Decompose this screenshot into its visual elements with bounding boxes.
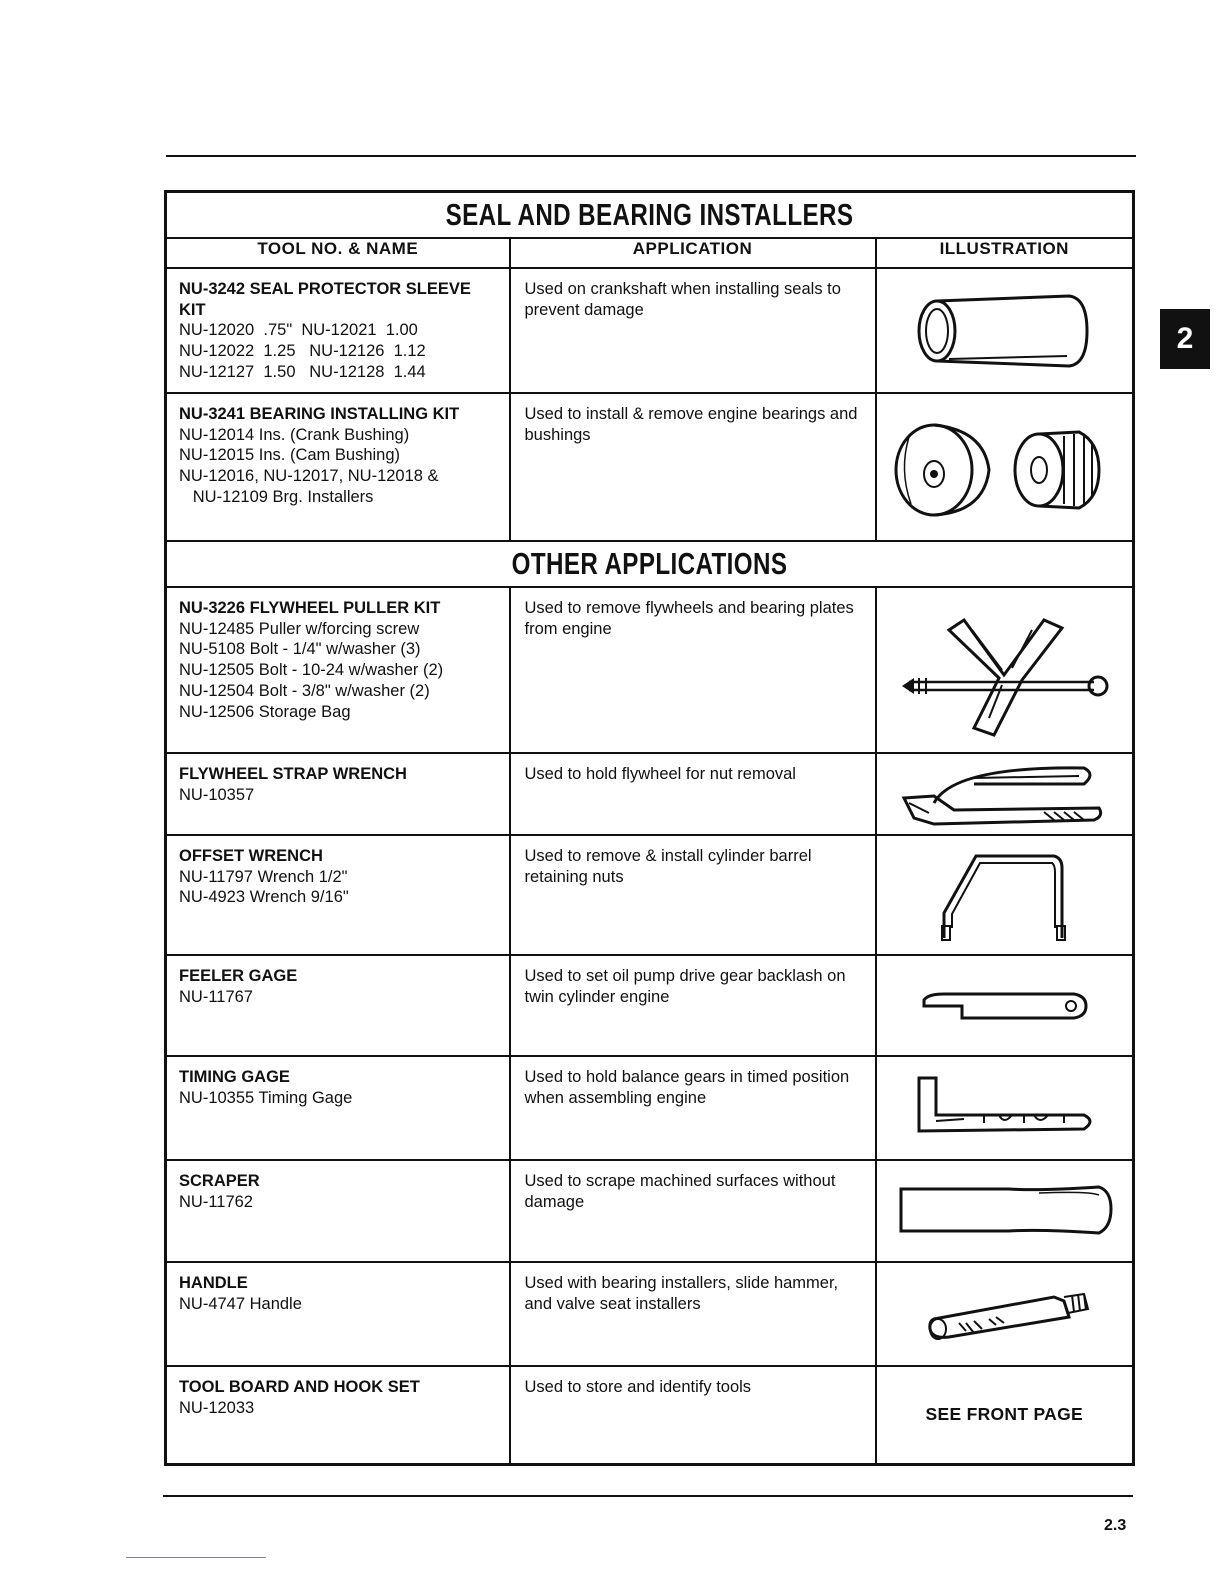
tool-part-line: NU-11797 Wrench 1/2" — [179, 867, 348, 886]
illustration-cell — [876, 587, 1134, 753]
tool-part-line: NU-12020 .75" NU-12021 1.00 — [179, 321, 418, 340]
bottom-rule — [163, 1495, 1133, 1497]
table-row — [166, 835, 1134, 955]
application-cell: Used to hold flywheel for nut removal — [510, 753, 876, 835]
other-section-header-row — [166, 541, 1134, 587]
table-row — [166, 587, 1134, 753]
top-rule — [166, 155, 1136, 157]
tool-part-line: NU-12485 Puller w/forcing screw — [179, 619, 420, 638]
seal-section-title-cell — [166, 192, 1134, 239]
page-number: 2.3 — [1104, 1517, 1127, 1534]
seal-section-header-row — [166, 192, 1134, 239]
tool-name: NU-3226 FLYWHEEL PULLER KIT — [179, 599, 441, 617]
illustration-cell — [876, 268, 1134, 393]
table-row — [166, 753, 1134, 835]
other-section-title: OTHER APPLICATIONS — [511, 546, 788, 581]
tool-part-line: NU-12127 1.50 NU-12128 1.44 — [179, 362, 426, 381]
illustration-cell — [876, 835, 1134, 955]
tool-name: NU-3241 BEARING INSTALLING KIT — [179, 405, 460, 423]
illustration-cell — [876, 753, 1134, 835]
see-front-page-note: SEE FRONT PAGE — [925, 1404, 1084, 1425]
tool-part-line: NU-10357 — [179, 785, 255, 804]
tool-part-line: NU-4747 Handle — [179, 1294, 302, 1313]
tool-cell — [166, 753, 510, 835]
application-cell: Used to store and identify tools — [510, 1366, 876, 1464]
tool-part-line: NU-11767 — [179, 987, 253, 1006]
feeler-gage-icon — [914, 986, 1094, 1026]
tool-cell — [166, 1262, 510, 1366]
tool-name: SCRAPER — [179, 1172, 260, 1190]
table-row — [166, 393, 1134, 541]
tool-name: OFFSET WRENCH — [179, 847, 323, 865]
tool-name: FEELER GAGE — [179, 967, 298, 985]
tool-part-line: NU-12015 Ins. (Cam Bushing) — [179, 446, 401, 465]
application-cell: Used to remove & install cylinder barrel retaining nuts — [510, 835, 876, 955]
tool-name: NU-3242 SEAL PROTECTOR SLEEVE KIT — [179, 280, 471, 319]
other-section-title-cell — [166, 541, 1134, 587]
tool-part-line: NU-12505 Bolt - 10-24 w/washer (2) — [179, 661, 444, 680]
scraper-icon — [889, 1181, 1119, 1241]
tool-part-line: NU-12016, NU-12017, NU-12018 & — [179, 467, 439, 486]
table-row — [166, 268, 1134, 393]
application-cell: Used to hold balance gears in timed position when assembling engine — [510, 1056, 876, 1160]
tool-part-line: NU-12109 Brg. Installers — [179, 487, 374, 506]
illustration-cell — [876, 1262, 1134, 1366]
seal-section-title: SEAL AND BEARING INSTALLERS — [445, 197, 854, 232]
tool-cell — [166, 1056, 510, 1160]
table-row — [166, 1366, 1134, 1464]
section-tab: 2 — [1160, 309, 1210, 369]
application-cell: Used to install & remove engine bearings and bushings — [510, 393, 876, 541]
tool-part-line: NU-4923 Wrench 9/16" — [179, 888, 349, 907]
tool-cell — [166, 1366, 510, 1464]
illustration-cell — [876, 955, 1134, 1056]
illustration-cell — [876, 1366, 1134, 1464]
tool-cell — [166, 835, 510, 955]
tool-cell — [166, 955, 510, 1056]
tools-table — [164, 190, 1135, 1466]
tool-part-line: NU-12014 Ins. (Crank Bushing) — [179, 425, 410, 444]
tool-name: TOOL BOARD AND HOOK SET — [179, 1378, 420, 1396]
handle-icon — [904, 1279, 1104, 1349]
tool-part-line: NU-12504 Bolt - 3/8" w/washer (2) — [179, 681, 430, 700]
application-cell: Used to remove flywheels and bearing plates from engine — [510, 587, 876, 753]
tool-cell — [166, 268, 510, 393]
column-header-tool: TOOL NO. & NAME — [166, 238, 510, 268]
application-cell: Used to set oil pump drive gear backlash on twin cylinder engine — [510, 955, 876, 1056]
tool-part-line: NU-5108 Bolt - 1/4" w/washer (3) — [179, 640, 421, 659]
strap-wrench-icon — [894, 758, 1114, 830]
flywheel-puller-icon — [894, 600, 1114, 740]
table-row — [166, 1262, 1134, 1366]
tool-cell — [166, 587, 510, 753]
illustration-cell — [876, 1056, 1134, 1160]
column-header-row — [166, 238, 1134, 268]
tool-part-line: NU-12506 Storage Bag — [179, 702, 351, 721]
footer-accent-rule — [126, 1557, 266, 1558]
table-row — [166, 1056, 1134, 1160]
tool-part-line: NU-12033 — [179, 1398, 255, 1417]
offset-wrench-icon — [924, 848, 1084, 943]
application-cell: Used on crankshaft when installing seals to prevent damage — [510, 268, 876, 393]
timing-gage-icon — [904, 1073, 1104, 1143]
tool-name: HANDLE — [179, 1274, 248, 1292]
column-header-application: APPLICATION — [510, 238, 876, 268]
tool-part-line: NU-10355 Timing Gage — [179, 1088, 353, 1107]
sleeve-icon — [909, 286, 1099, 376]
application-cell: Used with bearing installers, slide hammer, and valve seat installers — [510, 1262, 876, 1366]
application-cell: Used to scrape machined surfaces without damage — [510, 1160, 876, 1262]
illustration-cell — [876, 393, 1134, 541]
column-header-illustration: ILLUSTRATION — [876, 238, 1134, 268]
table-row — [166, 1160, 1134, 1262]
bearing-installer-icon — [889, 412, 1119, 522]
tool-name: TIMING GAGE — [179, 1068, 290, 1086]
tool-part-line: NU-12022 1.25 NU-12126 1.12 — [179, 342, 426, 361]
tool-part-line: NU-11762 — [179, 1192, 253, 1211]
table-row — [166, 955, 1134, 1056]
tool-cell — [166, 1160, 510, 1262]
illustration-cell — [876, 1160, 1134, 1262]
tool-name: FLYWHEEL STRAP WRENCH — [179, 765, 407, 783]
tool-cell — [166, 393, 510, 541]
